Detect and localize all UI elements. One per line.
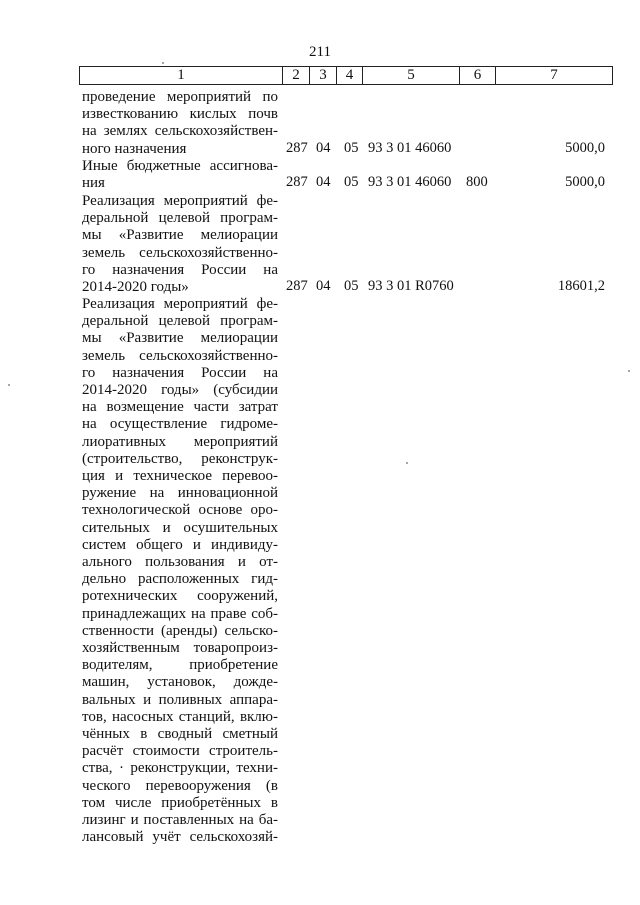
scan-speck: [406, 462, 408, 464]
row-3-line-4: го назначения России на: [82, 364, 278, 381]
row-3-line-9: (строительство, реконструк-: [82, 450, 278, 467]
row-3-line-7: на осуществление гидроме-: [82, 416, 278, 433]
row-3-line-8: лиоративных мероприятий: [82, 433, 278, 450]
row-1-code-3: 04: [316, 174, 331, 190]
row-3-line-10: ция и техническое перевоо-: [82, 468, 278, 485]
row-3-line-17: ротехнических сооружений,: [82, 588, 278, 605]
row-3-line-26: расчёт стоимости строитель-: [82, 743, 278, 760]
row-2-amount: 18601,2: [557, 278, 605, 294]
scan-speck: [162, 62, 164, 64]
row-3-line-0: Реализация мероприятий фе-: [82, 296, 278, 312]
row-2-line-1: деральной целевой програм-: [82, 210, 278, 227]
row-2-line-4: го назначения России на: [82, 261, 278, 278]
row-3-line-12: технологической основе оро-: [82, 502, 278, 519]
row-3-line-28: ческого перевооружения (в: [82, 777, 278, 794]
row-3-line-29: том числе приобретённых в: [82, 794, 278, 811]
row-2-code-5: 93 3 01 R0760: [368, 278, 454, 294]
row-1-code-2: 287: [286, 174, 308, 190]
row-2-description: [82, 193, 278, 296]
column-header-3: 3: [310, 67, 337, 85]
row-3-line-25: чённых в сводный сметный: [82, 726, 278, 743]
row-3-description: [82, 296, 278, 847]
row-3-line-20: хозяйственным товаропроиз-: [82, 640, 278, 657]
row-3-line-2: мы «Развитие мелиорации: [82, 330, 278, 347]
row-1-code-4: 05: [344, 174, 359, 190]
row-0-line-0: проведение мероприятий по: [82, 89, 278, 105]
row-3-line-18: принадлежащих на праве соб-: [82, 605, 278, 622]
column-header-2: 2: [283, 67, 310, 85]
row-0-code-2: 287: [286, 140, 308, 156]
row-1-description: [82, 158, 278, 192]
row-2-code-4: 05: [344, 278, 359, 294]
row-2-line-2: мы «Развитие мелиорации: [82, 227, 278, 244]
row-0-line-2: на землях сельскохозяйствен-: [82, 123, 278, 140]
row-3-line-6: на возмещение части затрат: [82, 399, 278, 416]
column-header-1: 1: [80, 67, 283, 85]
row-0-line-3: ного назначения: [82, 140, 187, 157]
row-1-code-6: 800: [466, 174, 488, 190]
row-1-line-0: Иные бюджетные ассигнова-: [82, 158, 278, 174]
row-3-line-23: вальных и поливных аппара-: [82, 691, 278, 708]
row-3-line-11: ружение на инновационной: [82, 485, 278, 502]
row-3-line-27: ства, · реконструкции, техни-: [82, 760, 278, 777]
row-3-line-24: тов, насосных станций, вклю-: [82, 708, 278, 725]
row-2-code-2: 287: [286, 278, 308, 294]
column-header-6: 6: [460, 67, 496, 85]
row-3-line-31: лансовый учёт сельскохозяй-: [82, 829, 278, 846]
row-3-line-13: сительных и осушительных: [82, 519, 278, 536]
column-header-table: [79, 66, 613, 85]
row-3-line-14: систем общего и индивиду-: [82, 536, 278, 553]
row-0-line-1: известкованию кислых почв: [82, 106, 278, 123]
row-3-line-15: ального пользования и от-: [82, 554, 278, 571]
row-3-line-19: ственности (аренды) сельско-: [82, 622, 278, 639]
row-3-line-1: деральной целевой програм-: [82, 313, 278, 330]
column-header-row: [80, 67, 613, 85]
row-0-code-5: 93 3 01 46060: [368, 140, 452, 156]
column-header-5: 5: [363, 67, 460, 85]
column-header-7: 7: [496, 67, 613, 85]
row-3-line-22: машин, установок, дожде-: [82, 674, 278, 691]
row-1-code-5: 93 3 01 46060: [368, 174, 452, 190]
page-number: 211: [309, 44, 331, 60]
row-2-line-3: земель сельскохозяйственно-: [82, 244, 278, 261]
row-0-amount: 5000,0: [565, 140, 605, 156]
row-1-line-1: ния: [82, 175, 105, 192]
scan-speck: [8, 384, 10, 386]
row-3-line-30: лизинг и поставленных на ба-: [82, 812, 278, 829]
row-0-description: [82, 89, 278, 158]
row-0-code-4: 05: [344, 140, 359, 156]
row-3-line-16: дельно расположенных гид-: [82, 571, 278, 588]
row-2-code-3: 04: [316, 278, 331, 294]
row-2-line-5: 2014-2020 годы»: [82, 279, 189, 296]
row-3-line-21: водителям, приобретение: [82, 657, 278, 674]
row-0-code-3: 04: [316, 140, 331, 156]
column-header-4: 4: [337, 67, 363, 85]
row-2-line-0: Реализация мероприятий фе-: [82, 193, 278, 209]
row-1-amount: 5000,0: [565, 174, 605, 190]
scan-speck: [628, 370, 630, 372]
row-3-line-3: земель сельскохозяйственно-: [82, 347, 278, 364]
row-3-line-5: 2014-2020 годы» (субсидии: [82, 382, 278, 399]
